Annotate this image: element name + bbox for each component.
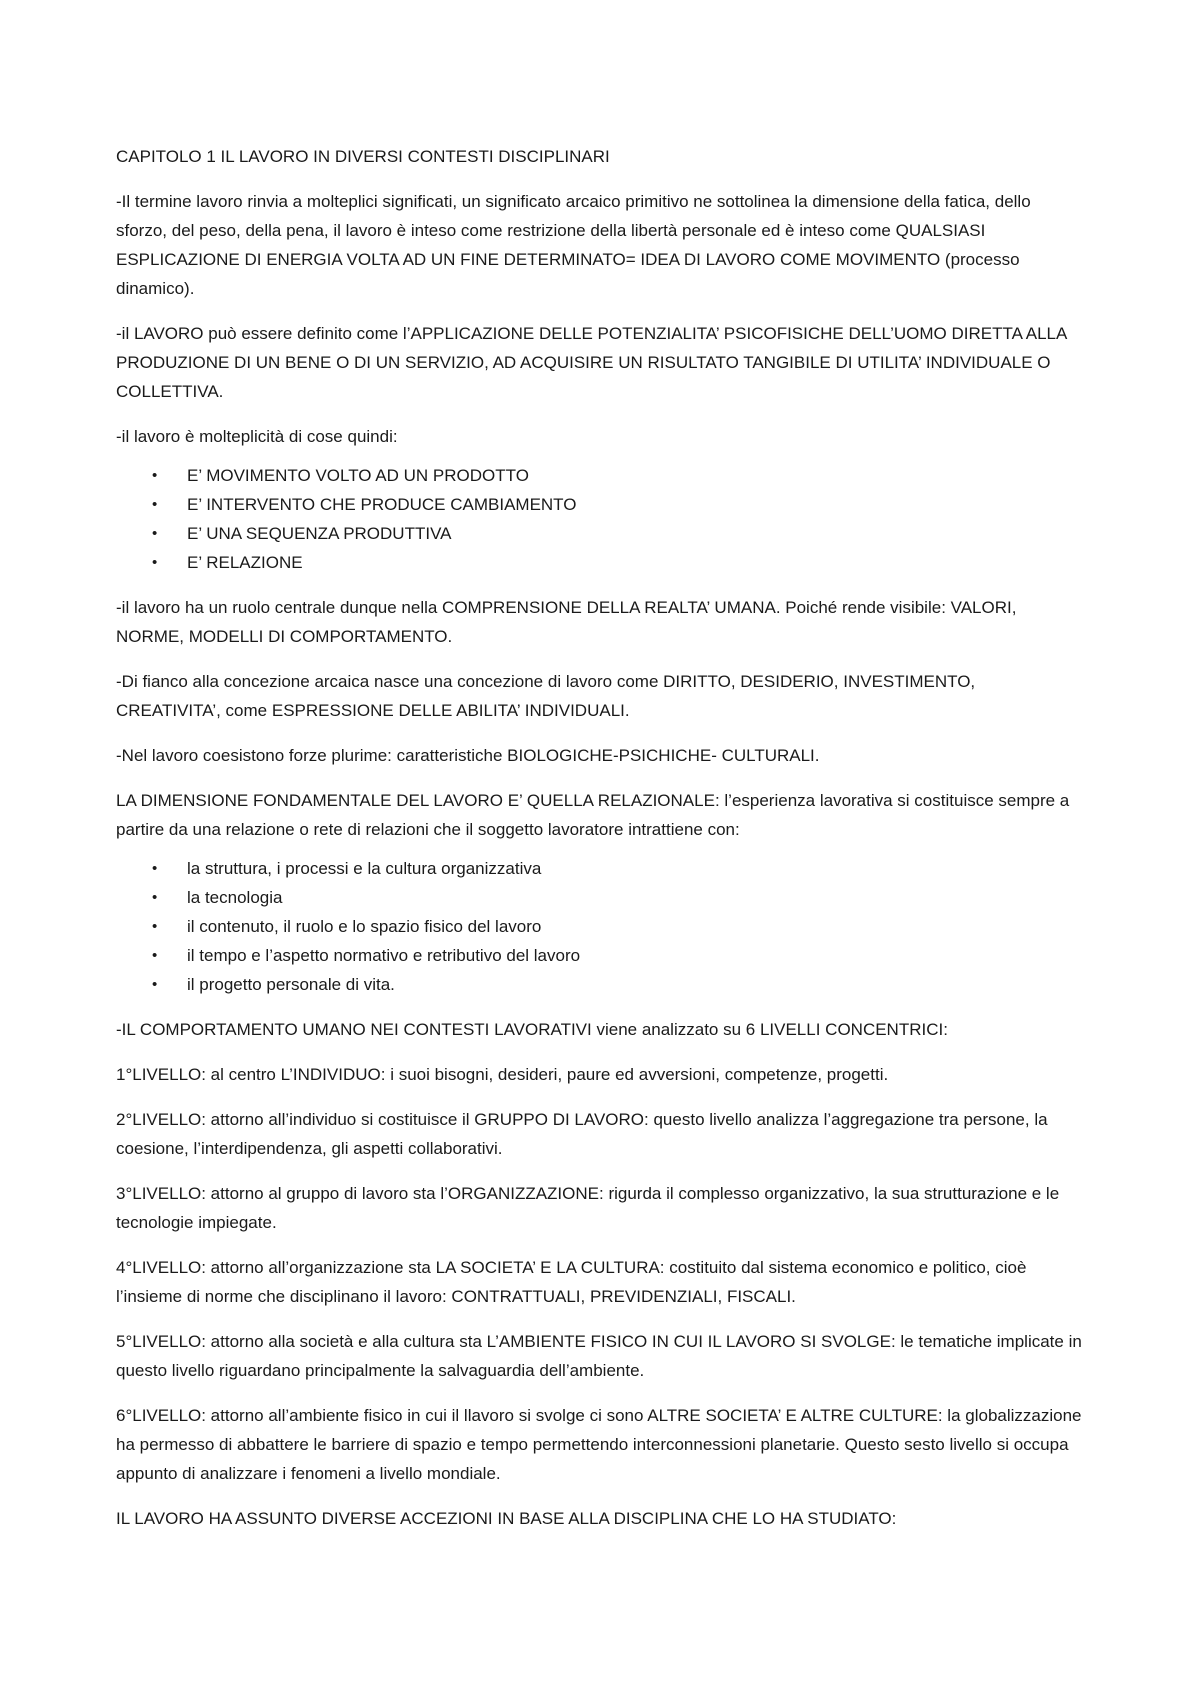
chapter-title: CAPITOLO 1 IL LAVORO IN DIVERSI CONTESTI DISCIPLINARI [116, 147, 610, 166]
paragraph: LA DIMENSIONE FONDAMENTALE DEL LAVORO E’ QUELLA RELAZIONALE: l’esperienza lavorativa si costituisce sempre a partire da una relazione o rete di relazioni che il soggetto lavoratore intrattiene con: [116, 791, 1070, 839]
list-item-text: il tempo e l’aspetto normativo e retributivo del lavoro [187, 946, 581, 965]
bullet-list [116, 854, 1084, 999]
paragraph: -IL COMPORTAMENTO UMANO NEI CONTESTI LAVORATIVI viene analizzato su 6 LIVELLI CONCENTRICI: [116, 1020, 948, 1039]
paragraph: -il lavoro è molteplicità di cose quindi: [116, 427, 398, 446]
list-item [116, 519, 1084, 548]
paragraph: -Nel lavoro coesistono forze plurime: caratteristiche BIOLOGICHE-PSICHICHE- CULTURALI. [116, 746, 820, 765]
bullet-icon: • [152, 496, 158, 513]
bullet-icon: • [152, 525, 158, 542]
paragraph: IL LAVORO HA ASSUNTO DIVERSE ACCEZIONI IN BASE ALLA DISCIPLINA CHE LO HA STUDIATO: [116, 1509, 897, 1528]
level-paragraph: 1°LIVELLO: al centro L’INDIVIDUO: i suoi bisogni, desideri, paure ed avversioni, competenze, progetti. [116, 1065, 889, 1084]
level-paragraph: 2°LIVELLO: attorno all’individuo si costituisce il GRUPPO DI LAVORO: questo livello analizza l’aggregazione tra persone, la coesione, l’interdipendenza, gli aspetti collaborativi. [116, 1110, 1048, 1158]
level-paragraph: 4°LIVELLO: attorno all’organizzazione sta LA SOCIETA’ E LA CULTURA: costituito dal sistema economico e politico, cioè l’insieme di norme che disciplinano il lavoro: CONTRATTUALI, PREVIDENZIALI, FISCALI. [116, 1258, 1027, 1306]
level-paragraph: 3°LIVELLO: attorno al gruppo di lavoro sta l’ORGANIZZAZIONE: rigurda il complesso organizzativo, la sua strutturazione e le tecnologie impiegate. [116, 1184, 1060, 1232]
list-item-text: E’ RELAZIONE [187, 553, 303, 572]
list-item [116, 490, 1084, 519]
paragraph: -Il termine lavoro rinvia a molteplici significati, un significato arcaico primitivo ne sottolinea la dimensione della fatica, dello sforzo, del peso, della pena, il lavoro è inteso come restrizione della libertà personale ed è inteso come QUALSIASI ESPLICAZIONE DI ENERGIA VOLTA AD UN FINE DETERMINATO= IDEA DI LAVORO COME MOVIMENTO (processo dinamico). [116, 192, 1031, 298]
bullet-icon: • [152, 554, 158, 571]
list-item [116, 970, 1084, 999]
bullet-icon: • [152, 947, 158, 964]
list-item-text: la tecnologia [187, 888, 283, 907]
list-item [116, 854, 1084, 883]
bullet-icon: • [152, 467, 158, 484]
list-item-text: E’ MOVIMENTO VOLTO AD UN PRODOTTO [187, 466, 529, 485]
list-item [116, 548, 1084, 577]
list-item [116, 912, 1084, 941]
bullet-icon: • [152, 860, 158, 877]
list-item-text: E’ UNA SEQUENZA PRODUTTIVA [187, 524, 452, 543]
list-item-text: la struttura, i processi e la cultura organizzativa [187, 859, 542, 878]
bullet-icon: • [152, 976, 158, 993]
level-paragraph: 5°LIVELLO: attorno alla società e alla cultura sta L’AMBIENTE FISICO IN CUI IL LAVORO SI SVOLGE: le tematiche implicate in questo livello riguardano principalmente la salvaguardia dell’ambiente. [116, 1332, 1082, 1380]
list-item-text: E’ INTERVENTO CHE PRODUCE CAMBIAMENTO [187, 495, 577, 514]
document-page [116, 142, 1084, 1549]
list-item-text: il progetto personale di vita. [187, 975, 395, 994]
bullet-list [116, 461, 1084, 577]
list-item [116, 461, 1084, 490]
bullet-icon: • [152, 918, 158, 935]
bullet-icon: • [152, 889, 158, 906]
paragraph: -Di fianco alla concezione arcaica nasce una concezione di lavoro come DIRITTO, DESIDERIO, INVESTIMENTO, CREATIVITA’, come ESPRESSIONE DELLE ABILITA’ INDIVIDUALI. [116, 672, 976, 720]
list-item-text: il contenuto, il ruolo e lo spazio fisico del lavoro [187, 917, 542, 936]
level-paragraph: 6°LIVELLO: attorno all’ambiente fisico in cui il llavoro si svolge ci sono ALTRE SOCIETA’ E ALTRE CULTURE: la globalizzazione ha permesso di abbattere le barriere di spazio e tempo permettendo interconnessioni planetarie. Questo sesto livello si occupa appunto di analizzare i fenomeni a livello mondiale. [116, 1406, 1082, 1483]
paragraph: -il lavoro ha un ruolo centrale dunque nella COMPRENSIONE DELLA REALTA’ UMANA. Poiché rende visibile: VALORI, NORME, MODELLI DI COMPORTAMENTO. [116, 598, 1017, 646]
list-item [116, 941, 1084, 970]
list-item [116, 883, 1084, 912]
paragraph: -il LAVORO può essere definito come l’APPLICAZIONE DELLE POTENZIALITA’ PSICOFISICHE DELL’UOMO DIRETTA ALLA PRODUZIONE DI UN BENE O DI UN SERVIZIO, AD ACQUISIRE UN RISULTATO TANGIBILE DI UTILITA’ INDIVIDUALE O COLLETTIVA. [116, 324, 1067, 401]
